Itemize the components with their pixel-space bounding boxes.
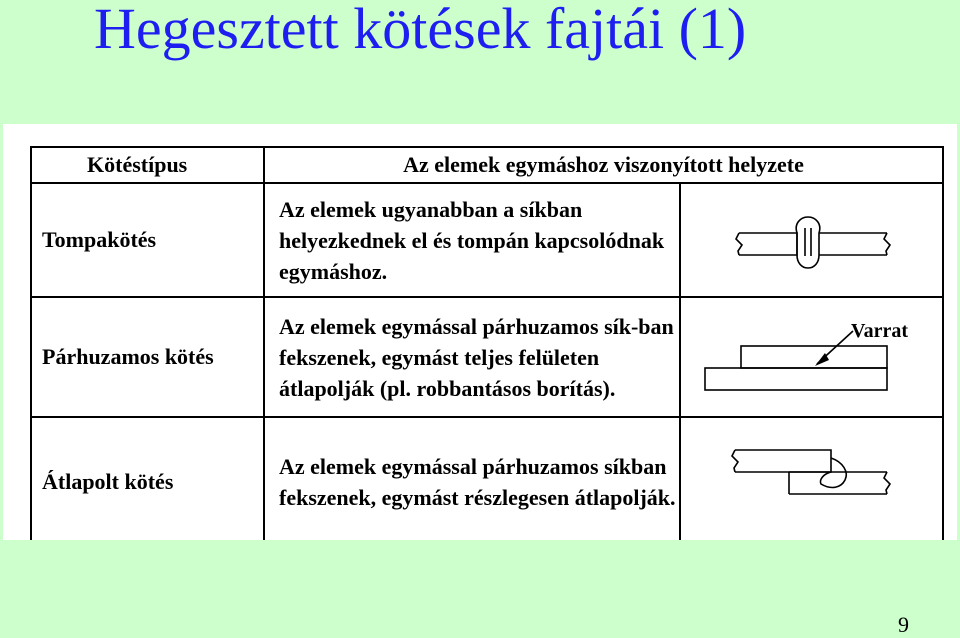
joint-type-butt: Tompakötés xyxy=(31,183,264,297)
joint-type-lap: Átlapolt kötés xyxy=(31,417,264,540)
butt-joint-diagram xyxy=(680,183,943,297)
lap-joint-drawing xyxy=(681,418,943,540)
joint-type-parallel: Párhuzamos kötés xyxy=(31,297,264,417)
parallel-joint-diagram xyxy=(680,297,943,417)
table-row xyxy=(31,183,943,297)
weld-callout-label: Varrat xyxy=(851,320,909,342)
joint-description-parallel: Az elemek egymással párhuzamos sík-ban fekszenek, egymást teljes felületen átlapolják (pl. robbantásos borítás). xyxy=(264,297,680,417)
lap-joint-diagram xyxy=(680,417,943,540)
table-row xyxy=(31,297,943,417)
joint-description-lap: Az elemek egymással párhuzamos síkban fekszenek, egymást részlegesen átlapolják. xyxy=(264,417,680,540)
slide-title: Hegesztett kötések fajtái (1) xyxy=(94,0,747,61)
page-number: 9 xyxy=(898,612,909,637)
table-header-row xyxy=(31,147,943,183)
table-row xyxy=(31,417,943,540)
parallel-joint-drawing xyxy=(681,298,943,416)
joint-types-table xyxy=(30,146,944,540)
butt-joint-drawing xyxy=(681,184,943,296)
joint-description-butt: Az elemek ugyanabban a síkban helyezkednek el és tompán kapcsolódnak egymáshoz. xyxy=(264,183,680,297)
header-relative-position: Az elemek egymáshoz viszonyított helyzete xyxy=(264,147,943,183)
joint-types-figure xyxy=(3,124,957,540)
header-joint-type: Kötéstípus xyxy=(31,147,264,183)
